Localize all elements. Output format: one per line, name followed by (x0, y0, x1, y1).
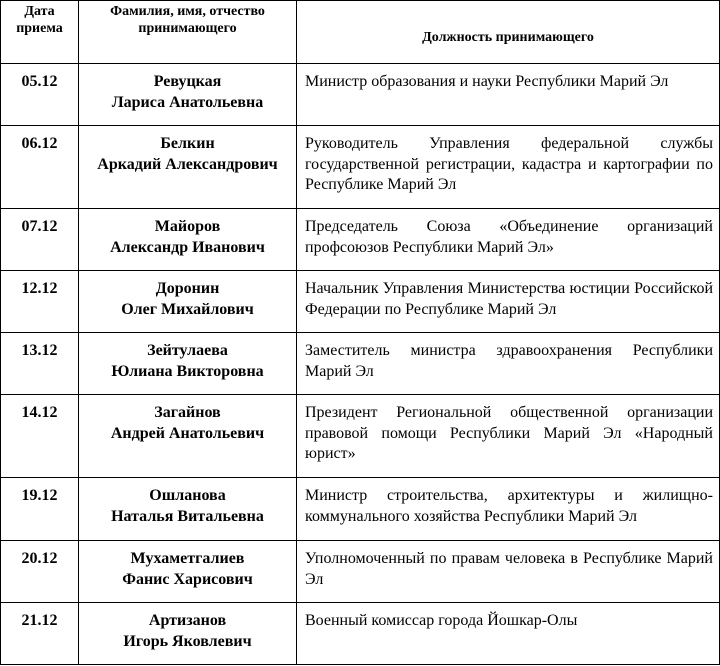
row-position: Председатель Союза «Объединение организаций профсоюзов Республики Марий Эл» (297, 209, 720, 271)
row-position: Министр образования и науки Республики Марий Эл (297, 64, 720, 126)
row-position: Заместитель министра здравоохранения Республики Марий Эл (297, 333, 720, 395)
table-row (1, 333, 720, 395)
row-given-names: Олег Михайлович (121, 300, 254, 318)
row-name (79, 64, 297, 126)
row-name (79, 209, 297, 271)
row-given-names: Игорь Яковлевич (123, 632, 252, 650)
row-surname: Майоров (154, 218, 221, 235)
row-position: Президент Региональной общественной организации правовой помощи Республики Марий Эл «Народный юрист» (297, 395, 720, 478)
row-given-names: Александр Иванович (110, 238, 265, 256)
row-surname: Доронин (155, 280, 220, 297)
table-row (1, 126, 720, 209)
row-position: Руководитель Управления федеральной службы государственной регистрации, кадастра и картографии по Республике Марий Эл (297, 126, 720, 209)
row-name (79, 541, 297, 603)
row-given-names: Наталья Витальевна (111, 507, 264, 525)
row-date: 12.12 (1, 271, 79, 333)
row-date: 07.12 (1, 209, 79, 271)
row-surname: Артизанов (148, 612, 227, 629)
row-surname: Ревуцкая (153, 73, 222, 90)
row-date: 21.12 (1, 603, 79, 665)
row-date: 19.12 (1, 478, 79, 541)
row-given-names: Лариса Анатольевна (111, 93, 264, 111)
row-position: Уполномоченный по правам человека в Республике Марий Эл (297, 541, 720, 603)
row-name (79, 603, 297, 665)
row-surname: Белкин (160, 135, 215, 152)
row-name (79, 395, 297, 478)
table-header-row (1, 1, 720, 64)
header-position: Должность принимающего (297, 1, 720, 64)
row-name (79, 126, 297, 209)
row-name (79, 271, 297, 333)
header-date: Дата приема (1, 1, 79, 64)
row-surname: Зейтулаева (147, 342, 228, 359)
table-row (1, 64, 720, 126)
row-date: 13.12 (1, 333, 79, 395)
table-row (1, 541, 720, 603)
row-surname: Ошланова (149, 487, 226, 504)
row-position: Начальник Управления Министерства юстиции Российской Федерации по Республике Марий Эл (297, 271, 720, 333)
row-given-names: Аркадий Александрович (97, 155, 278, 173)
row-date: 14.12 (1, 395, 79, 478)
row-position: Министр строительства, архитектуры и жилищно-коммунального хозяйства Республики Марий Эл (297, 478, 720, 541)
row-name (79, 478, 297, 541)
row-given-names: Фанис Харисович (122, 570, 253, 588)
header-name: Фамилия, имя, отчество принимающего (79, 1, 297, 64)
row-date: 20.12 (1, 541, 79, 603)
row-surname: Мухаметгалиев (130, 550, 245, 567)
table-row (1, 209, 720, 271)
table-row (1, 603, 720, 665)
row-date: 06.12 (1, 126, 79, 209)
table-row (1, 271, 720, 333)
row-given-names: Андрей Анатольевич (110, 424, 265, 442)
row-given-names: Юлиана Викторовна (111, 362, 264, 380)
row-date: 05.12 (1, 64, 79, 126)
row-position: Военный комиссар города Йошкар-Олы (297, 603, 720, 665)
table-row (1, 478, 720, 541)
row-name (79, 333, 297, 395)
row-surname: Загайнов (154, 404, 221, 421)
table-row (1, 395, 720, 478)
